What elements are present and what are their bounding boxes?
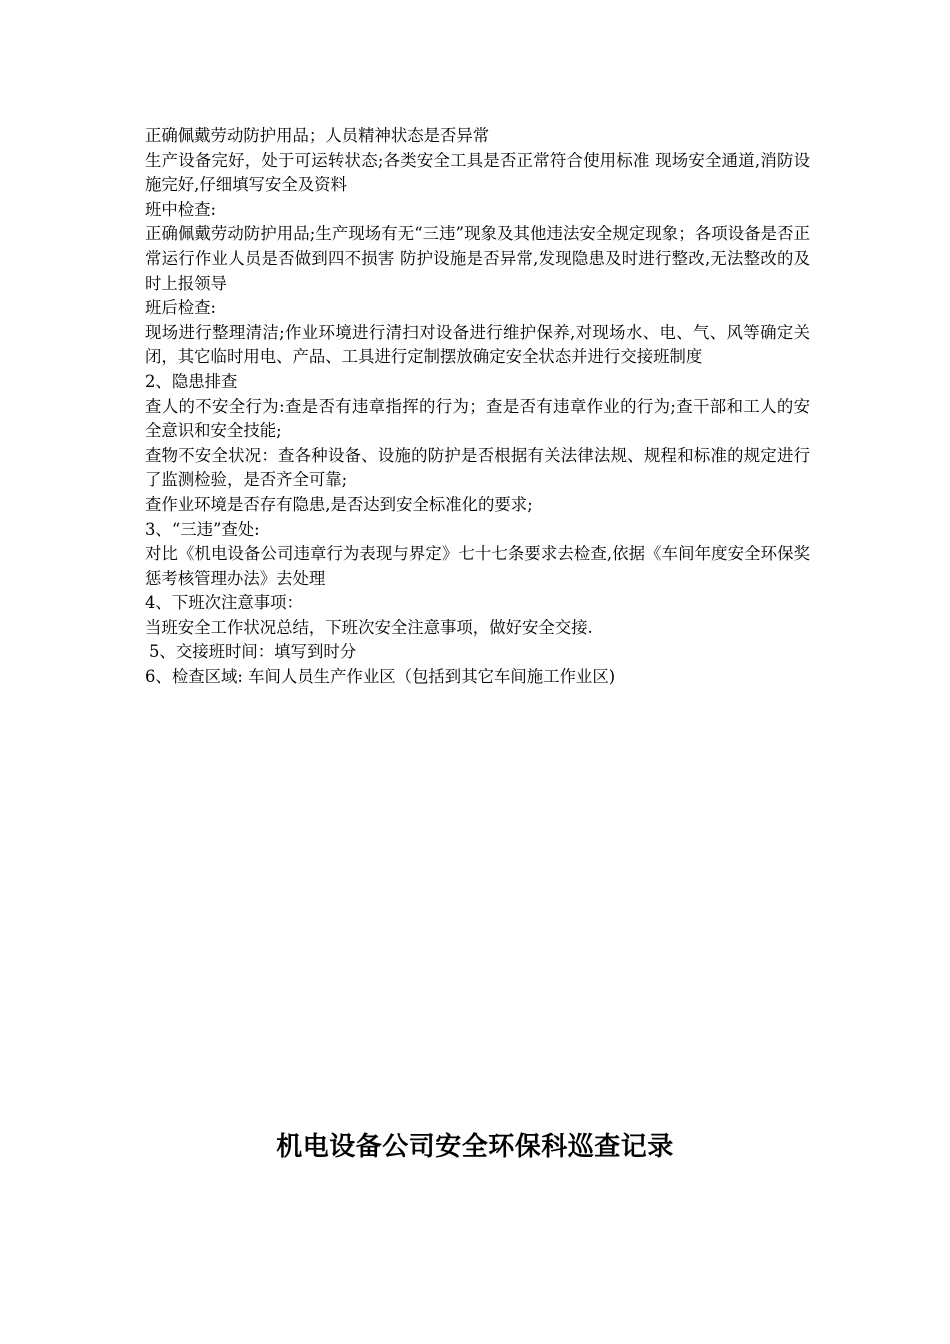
paragraph: 现场进行整理清洁;作业环境进行清扫对设备进行维护保养,对现场水、电、气、风等确定关闭，其它临时用电、产品、工具进行定制摆放确定安全状态并进行交接班制度 <box>145 322 810 367</box>
section-heading: 班中检查: <box>145 199 217 219</box>
section-heading: 4、下班次注意事项： <box>145 593 303 613</box>
section-heading: 2、隐患排查 <box>145 371 238 391</box>
paragraph: 查人的不安全行为:查是否有违章指挥的行为；查是否有违章作业的行为;查干部和工人的安全意识和安全技能; <box>145 396 810 441</box>
section-heading: 5、交接班时间：填写到时分 <box>149 642 357 662</box>
paragraph: 对比《机电设备公司违章行为表现与界定》七十七条要求去检查,依据《车间年度安全环保奖惩考核管理办法》去处理 <box>145 544 810 588</box>
section-heading: 6、检查区域: 车间人员生产作业区（包括到其它车间施工作业区) <box>145 667 616 687</box>
paragraph: 生产设备完好，处于可运转状态;各类安全工具是否正常符合使用标准 现场安全通道,消防设施完好,仔细填写安全及资料 <box>145 150 810 195</box>
paragraph: 查物不安全状况：查各种设备、设施的防护是否根据有关法律法规、规程和标准的规定进行了监测检验，是否齐全可靠; <box>145 445 810 490</box>
section-heading: 班后检查: <box>145 298 217 318</box>
document-body <box>145 124 810 690</box>
paragraph: 正确佩戴劳动防护用品;生产现场有无“三违”现象及其他违法安全规定现象；各项设备是否正常运行作业人员是否做到四不损害 防护设施是否异常,发现隐患及时进行整改,无法整改的及时上报领导 <box>145 224 810 293</box>
section-heading: 3、“三违”查处: <box>145 519 260 539</box>
paragraph: 查作业环境是否存有隐患,是否达到安全标准化的要求; <box>145 494 533 514</box>
document-title: 机电设备公司安全环保科巡查记录 <box>276 1132 674 1162</box>
paragraph: 正确佩戴劳动防护用品；人员精神状态是否异常 <box>145 126 490 145</box>
paragraph: 当班安全工作状况总结，下班次安全注意事项，做好安全交接. <box>145 617 593 637</box>
